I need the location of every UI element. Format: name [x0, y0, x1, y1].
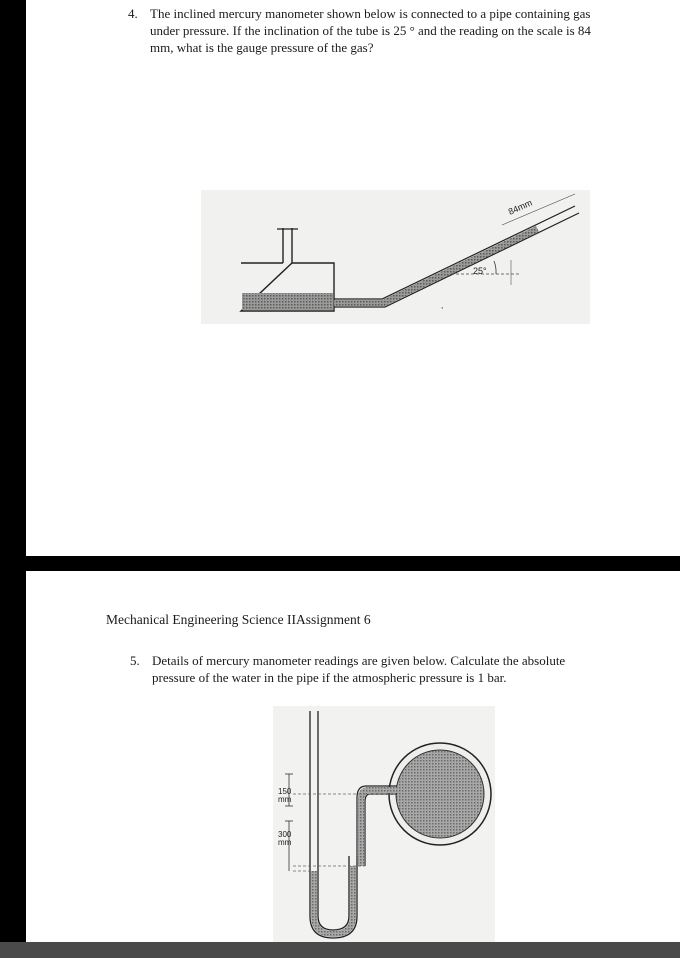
dimension-150-value: 150 — [278, 787, 292, 796]
u-tube-manometer-diagram — [273, 706, 495, 942]
question-4-text: The inclined mercury manometer shown below is connected to a pipe containing gas under pressure. If the inclination of the tube is 25 ° and the reading on the scale is 84 mm, what is the gauge pressure of the gas? — [150, 6, 591, 55]
bottom-bar — [0, 942, 680, 958]
document-page-1 — [26, 0, 680, 556]
pointer-mark: , — [441, 301, 444, 310]
inlet-pipe — [283, 228, 292, 263]
reading-label: 84mm — [506, 197, 534, 217]
u-tube-inner — [318, 711, 349, 930]
question-4-number: 4. — [128, 6, 138, 21]
inclined-tube-top — [334, 206, 575, 299]
inclined-manometer-figure — [201, 190, 590, 324]
angle-label: 25° — [473, 266, 487, 276]
dimension-150-unit: mm — [278, 795, 292, 804]
u-tube-manometer-figure — [273, 706, 495, 942]
document-page-2 — [26, 571, 680, 942]
angle-arc — [494, 261, 496, 274]
reservoir-mercury — [242, 293, 333, 310]
assignment-header: Mechanical Engineering Science IIAssignment 6 — [106, 612, 371, 627]
pipe-water-fill — [396, 750, 484, 838]
dimension-300-unit: mm — [278, 838, 292, 847]
inclined-manometer-diagram — [201, 190, 590, 324]
question-5-text: Details of mercury manometer readings are given below. Calculate the absolute pressure of the water in the pipe if the atmospheric pressure is 1 bar. — [152, 653, 566, 685]
dimension-300-value: 300 — [278, 830, 292, 839]
question-5-number: 5. — [130, 653, 140, 668]
inclined-tube-bottom — [334, 213, 579, 307]
u-tube-outer — [310, 711, 357, 938]
